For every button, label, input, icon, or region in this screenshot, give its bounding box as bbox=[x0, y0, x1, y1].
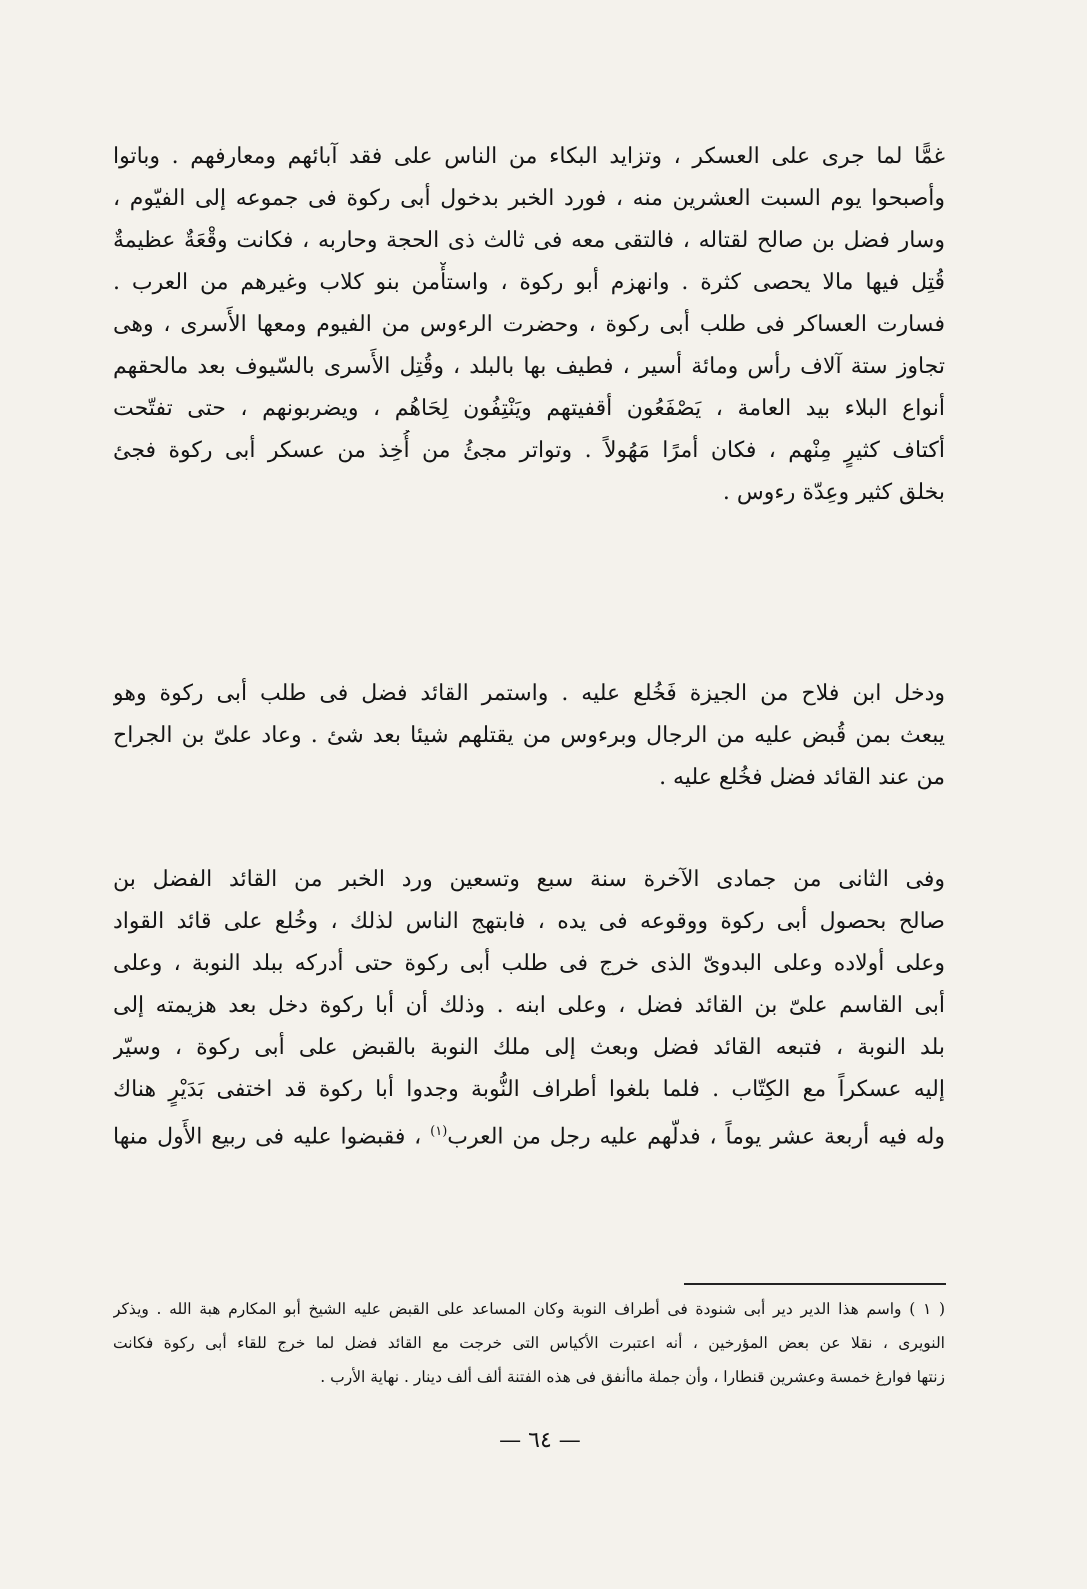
text-line: إليه عسكراً مع الكِتّاب . فلما بلغوا أطراف النُّوبة وجدوا أبا ركوة قد اختفى بَدَيْرٍ هناك bbox=[113, 1077, 945, 1102]
text-line: بلد النوبة ، فتبعه القائد فضل وبعث إلى ملك النوبة بالقبض على أبى ركوة ، وسيّر bbox=[113, 1035, 945, 1060]
paragraph-3 bbox=[113, 859, 945, 1153]
text-line: ودخل ابن فلاح من الجيزة فَخُلع عليه . واستمر القائد فضل فى طلب أبى ركوة وهو bbox=[113, 681, 945, 706]
text-line: صالح بحصول أبى ركوة ووقوعه فى يده ، فابتهج الناس لذلك ، وخُلع على قائد القواد bbox=[113, 909, 945, 934]
paragraph-1 bbox=[113, 136, 945, 514]
text-line: وفى الثانى من جمادى الآخرة سنة سبع وتسعين ورد الخبر من القائد الفضل بن bbox=[113, 867, 945, 892]
text-line: قُتِل فيها مالا يحصى كثرة . وانهزم أبو ركوة ، واستأْمن بنو كلاب وغيرهم من العرب . bbox=[113, 270, 945, 295]
footnote-line: ( ١ ) واسم هذا الدير دير أبى شنودة فى أطراف النوبة وكان المساعد على القبض عليه الشيخ أبو المكارم هبة الله . ويذكر bbox=[113, 1300, 945, 1318]
footnote-divider bbox=[684, 1283, 946, 1285]
text-line: وعلى أولاده وعلى البدوىّ الذى خرج فى طلب أبى ركوة حتى أدركه ببلد النوبة ، وعلى bbox=[113, 951, 945, 976]
text-segment: ، فقبضوا عليه فى ربيع الأَول منها bbox=[113, 1124, 422, 1150]
text-line: يبعث بمن قُبض عليه من الرجال وبرءوس من يقتلهم شيئا بعد شئ . وعاد علىّ بن الجراح bbox=[113, 723, 945, 748]
text-line: بخلق كثير وعِدّة رءوس . bbox=[722, 480, 945, 505]
text-line: فسارت العساكر فى طلب أبى ركوة ، وحضرت الرءوس من الفيوم ومعها الأَسرى ، وهى bbox=[113, 312, 945, 337]
footnotes bbox=[113, 1292, 945, 1394]
text-line: تجاوز ستة آلاف رأس ومائة أسير ، فطيف بها بالبلد ، وقُتِل الأَسرى بالسّيوف بعد مالحقهم bbox=[113, 354, 945, 379]
text-segment: وله فيه أربعة عشر يوماً ، فدلّهم عليه رجل من العرب bbox=[447, 1124, 945, 1150]
text-line: أكتاف كثيرٍ مِنْهم ، فكان أمرًا مَهُولاً . وتواتر مجئُ من أُخِذ من عسكر أبى ركوة فجئ bbox=[113, 438, 945, 463]
text-line: من عند القائد فضل فخُلع عليه . bbox=[659, 765, 945, 790]
footnote-line: زنتها فوارغ خمسة وعشرين قنطارا ، وأن جملة ماأنفق فى هذه الفتنة ألف ألف دينار . نهاية الأرب . bbox=[320, 1368, 945, 1386]
paragraph-2 bbox=[113, 673, 945, 799]
text-line: غمًّا لما جرى على العسكر ، وتزايد البكاء من الناس على فقد آبائهم ومعارفهم . وباتوا bbox=[113, 144, 945, 169]
footnote-marker[interactable]: (١) bbox=[430, 1124, 448, 1139]
page-number: — ٦٤ — bbox=[499, 1428, 581, 1453]
text-line: أنواع البلاء بيد العامة ، يَصْفَعُون أقفيتهم ويَنْتِفُون لِحَاهُم ، ويضربونهم ، حتى تفتّحت bbox=[113, 396, 945, 421]
text-line: وسار فضل بن صالح لقتاله ، فالتقى معه فى ثالث ذى الحجة وحاربه ، فكانت وقْعَةٌ عظيمةٌ bbox=[113, 228, 945, 253]
footnote-line: النويرى ، نقلا عن بعض المؤرخين ، أنه اعتبرت الأكياس التى خرجت مع القائد فضل لما خرج للقاء أبى ركوة فكانت bbox=[113, 1334, 945, 1352]
text-line: أبى القاسم علىّ بن القائد فضل ، وعلى ابنه . وذلك أن أبا ركوة دخل بعد هزيمته إلى bbox=[113, 993, 945, 1018]
text-line: وأصبحوا يوم السبت العشرين منه ، فورد الخبر بدخول أبى ركوة فى جموعه إلى الفيّوم ، bbox=[113, 186, 945, 211]
text-line bbox=[113, 1111, 945, 1153]
